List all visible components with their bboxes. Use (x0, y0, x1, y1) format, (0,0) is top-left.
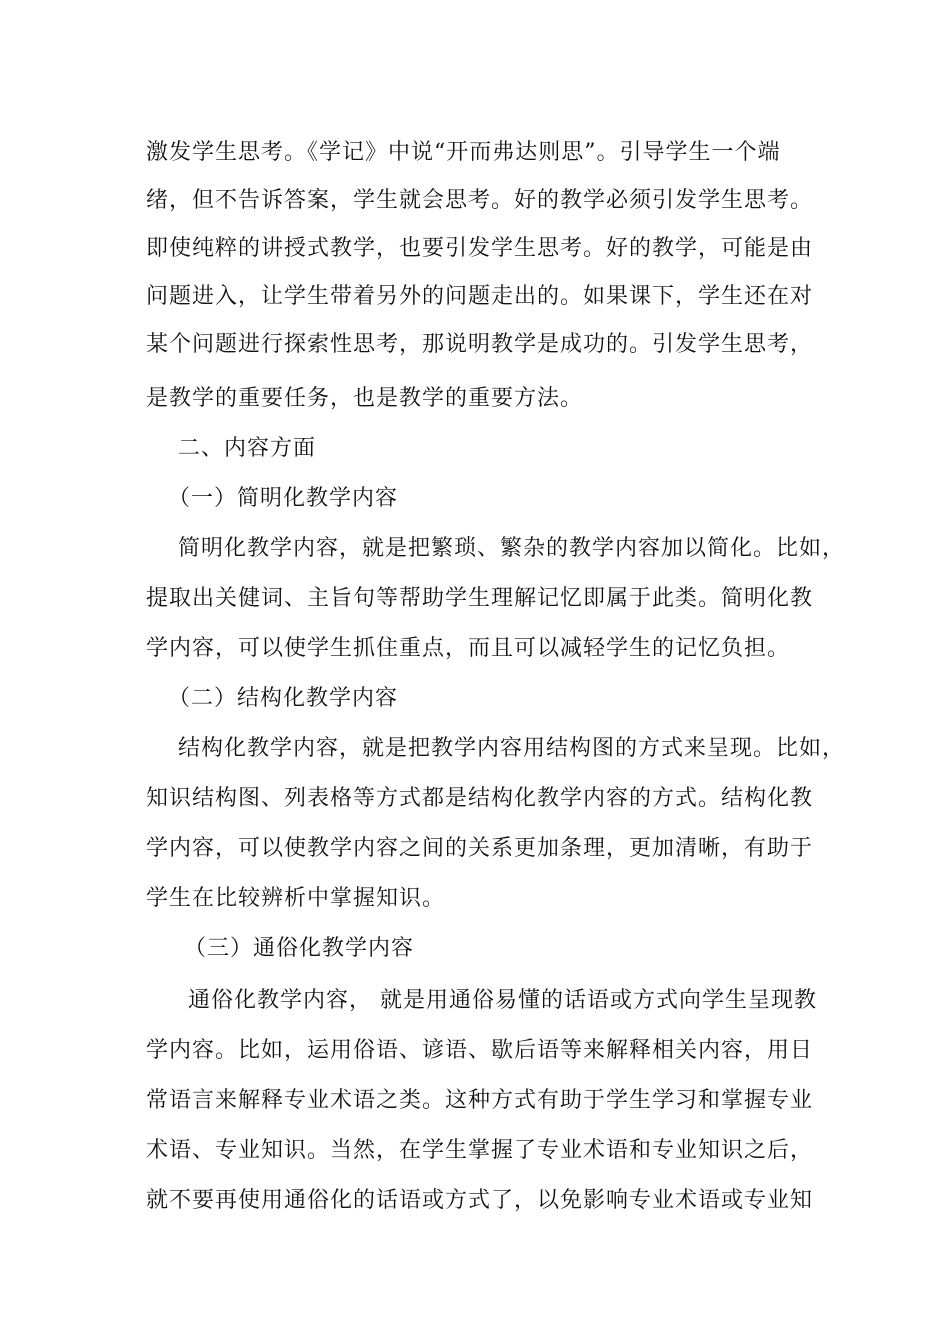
body-line: 常语言来解释专业术语之类。这种方式有助于学生学习和掌握专业 (146, 1088, 814, 1113)
body-line: 结构化教学内容，就是把教学内容用结构图的方式来呈现。比如， (178, 736, 846, 761)
body-line: 术语、专业知识。当然，在学生掌握了专业术语和专业知识之后， (146, 1138, 814, 1163)
body-line: 知识结构图、列表格等方式都是结构化教学内容的方式。结构化教 (146, 786, 814, 811)
body-line: 简明化教学内容，就是把繁琐、繁杂的教学内容加以简化。比如， (178, 536, 846, 561)
body-line: 某个问题进行探索性思考，那说明教学是成功的。引发学生思考， (146, 332, 814, 357)
subsection-heading: （一）简明化教学内容 (168, 486, 399, 511)
subsection-heading: （二）结构化教学内容 (168, 686, 399, 711)
body-line: 学内容，可以使教学内容之间的关系更加条理，更加清晰，有助于 (146, 836, 814, 861)
body-line: 就不要再使用通俗化的话语或方式了，以免影响专业术语或专业知 (146, 1188, 814, 1213)
subsection-heading: （三）通俗化教学内容 (184, 936, 415, 961)
body-line: 即使纯粹的讲授式教学，也要引发学生思考。好的教学，可能是由 (146, 236, 814, 261)
body-line: 是教学的重要任务，也是教学的重要方法。 (146, 386, 584, 411)
section-heading: 二、内容方面 (178, 436, 317, 461)
body-line: 提取出关健词、主旨句等帮助学生理解记忆即属于此类。简明化教 (146, 586, 814, 611)
body-line: 学生在比较辨析中掌握知识。 (146, 886, 446, 911)
body-line: 激发学生思考。《学记》中说“开而弗达则思”。引导学生一个端 (146, 140, 781, 165)
body-line: 绪，但不告诉答案，学生就会思考。好的教学必须引发学生思考。 (146, 188, 814, 213)
body-line: 问题进入，让学生带着另外的问题走出的。如果课下，学生还在对 (146, 284, 814, 309)
body-line: 学内容，可以使学生抓住重点，而且可以减轻学生的记忆负担。 (146, 636, 791, 661)
body-line: 学内容。比如，运用俗语、谚语、歇后语等来解释相关内容，用日 (146, 1038, 814, 1063)
body-line: 通俗化教学内容， 就是用通俗易懂的话语或方式向学生呈现教 (188, 988, 817, 1013)
